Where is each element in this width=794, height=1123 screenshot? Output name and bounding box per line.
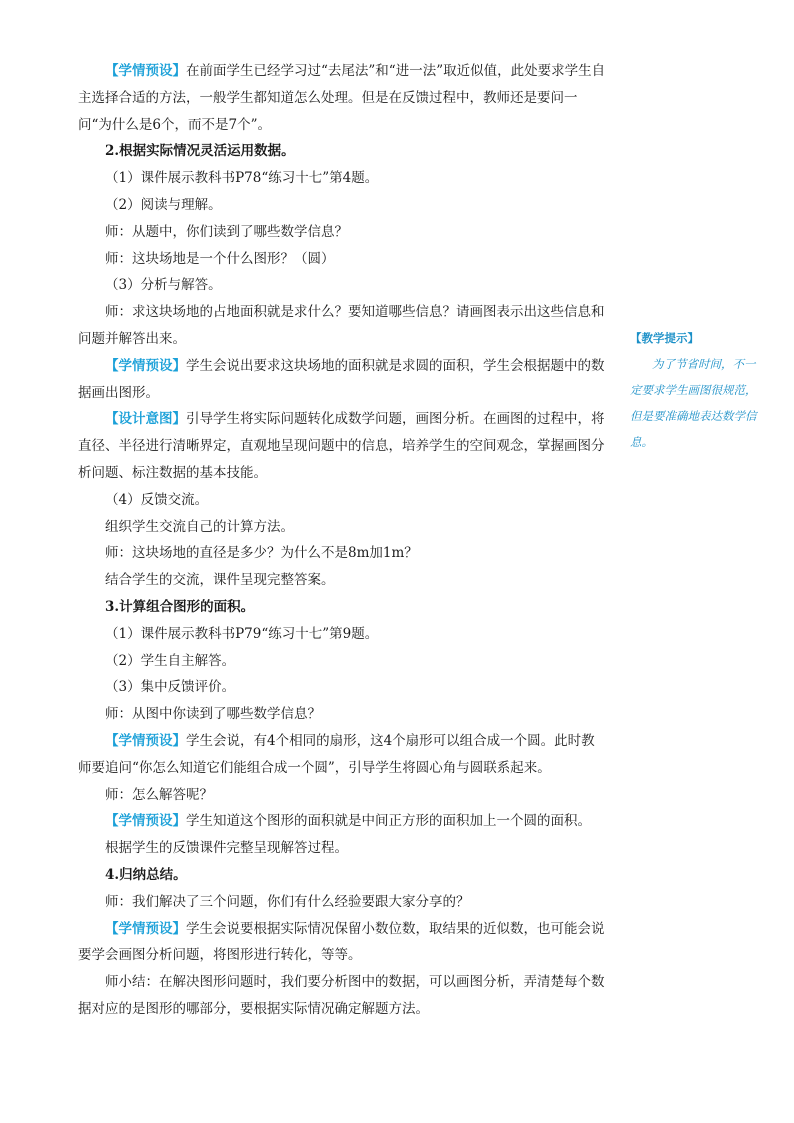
teacher-question: 师：从题中，你们读到了哪些数学信息？ [105, 223, 348, 240]
teaching-tip-title: 【教学提示】 [630, 331, 699, 345]
tag-xueqing: 【学情预设】 [105, 732, 186, 749]
step-2-2: （2）阅读与理解。 [105, 196, 222, 213]
paragraph-sheji: 【设计意图】引导学生将实际问题转化成数学问题，画图分析。在画图的过程中，将直径、半径进行清晰界定，直观地呈现问题中的信息，培养学生的空间观念，掌握画图分析问题、标注数据的基本技能。 [78, 411, 605, 481]
teacher-question: 师：这块场地是一个什么图形？（圆） [105, 250, 335, 267]
step-3-2: （2）学生自主解答。 [105, 652, 236, 669]
paragraph-yushe: 【学情预设】学生会说要根据实际情况保留小数位数，取结果的近似数，也可能会说要学会画图分析问题，将图形进行转化，等等。 [78, 920, 605, 964]
step-2-1: （1）课件展示教科书P78“练习十七”第4题。 [105, 170, 379, 187]
teacher-question: 师：从图中你读到了哪些数学信息？ [105, 706, 321, 723]
teacher-question: 师：我们解决了三个问题，你们有什么经验要跟大家分享的？ [105, 893, 470, 910]
body-text: 结合学生的交流，课件呈现完整答案。 [105, 572, 335, 589]
body-text: 根据学生的反馈课件完整呈现解答过程。 [105, 840, 348, 857]
teaching-tip-sidebar [630, 325, 762, 455]
tag-xueqing: 【学情预设】 [105, 920, 186, 937]
paragraph-yushe: 【学情预设】学生会说出要求这块场地的面积就是求圆的面积，学生会根据题中的数据画出图形。 [78, 357, 605, 401]
heading-4: 4.归纳总结。 [105, 866, 187, 883]
teaching-tip-body: 为了节省时间，不一定要求学生画图很规范，但是要准确地表达数学信息。 [630, 357, 757, 449]
tag-xueqing: 【学情预设】 [105, 357, 186, 374]
step-3-1: （1）课件展示教科书P79“练习十七”第9题。 [105, 625, 379, 642]
step-3-3: （3）集中反馈评价。 [105, 679, 236, 696]
lesson-content [78, 58, 608, 1023]
teacher-question: 师：求这块场地的占地面积就是求什么？要知道哪些信息？请画图表示出这些信息和问题并解答出来。 [78, 304, 605, 347]
tag-sheji: 【设计意图】 [105, 411, 186, 428]
heading-2: 2.根据实际情况灵活运用数据。 [105, 143, 295, 160]
tag-xueqing: 【学情预设】 [105, 63, 186, 79]
step-2-4: （4）反馈交流。 [105, 491, 209, 508]
paragraph-yushe: 【学情预设】学生会说，有4个相同的扇形，这4个扇形可以组合成一个圆。此时教师要追问“你怎么知道它们能组合成一个圆”，引导学生将圆心角与圆联系起来。 [78, 732, 595, 776]
heading-3: 3.计算组合图形的面积。 [105, 598, 255, 615]
paragraph-yushe-intro: 【学情预设】在前面学生已经学习过“去尾法”和“进一法”取近似值，此处要求学生自主选择合适的方法，一般学生都知道怎么处理。但是在反馈过程中，教师还是要问一问“为什么是6个，而不是7个”。 [78, 63, 606, 133]
paragraph-yushe: 【学情预设】学生知道这个图形的面积就是中间正方形的面积加上一个圆的面积。 [105, 813, 591, 830]
body-text: 组织学生交流自己的计算方法。 [105, 518, 294, 535]
teacher-question: 师：这块场地的直径是多少？为什么不是8m加1m？ [105, 545, 418, 562]
teacher-summary: 师小结：在解决图形问题时，我们要分析图中的数据，可以画图分析，弄清楚每个数据对应的是图形的哪部分，要根据实际情况确定解题方法。 [78, 974, 605, 1017]
tag-xueqing: 【学情预设】 [105, 813, 186, 830]
teacher-question: 师：怎么解答呢？ [105, 786, 213, 803]
step-2-3: （3）分析与解答。 [105, 277, 222, 294]
